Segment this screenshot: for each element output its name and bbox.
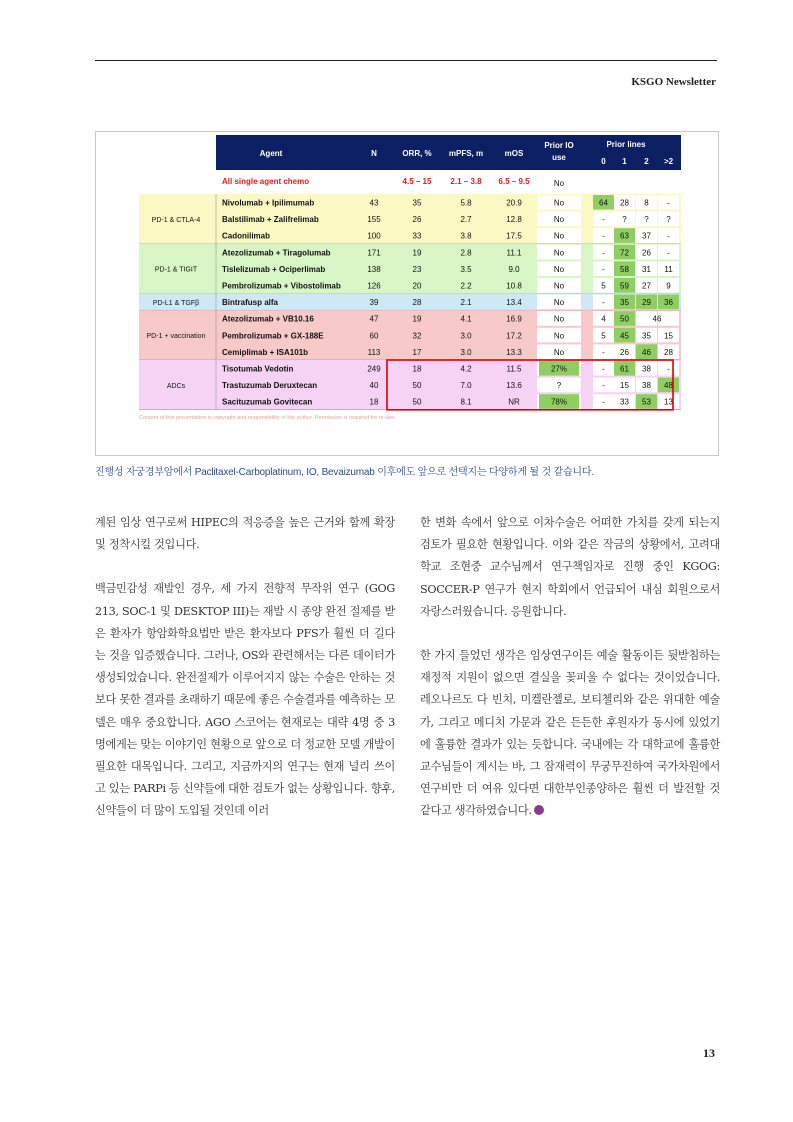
right-paragraph-1: 한 변화 속에서 앞으로 이차수술은 어떠한 가치를 갖게 되는지 검토가 필요한 현황입니다. 이와 같은 작금의 상황에서, 고려대학교 조현중 교수님께서 연구책임자로 진행 중인 KGOG: SOCCER-P 연구가 현지 학회에서 언급되어 내심 회원으로서 자랑스러웠습니다. 응원합니다.: [420, 516, 720, 618]
row-line-0: 5: [601, 281, 606, 291]
row-mos: 17.2: [506, 331, 522, 341]
row-mos: 10.8: [506, 281, 522, 291]
header-mos: mOS: [504, 149, 524, 158]
row-line-3: 15: [664, 331, 673, 341]
row-io: No: [553, 248, 565, 258]
row-n: 47: [369, 314, 379, 324]
row-line-1: 15: [620, 381, 629, 391]
row-mpfs: 3.8: [460, 231, 472, 241]
row-agent: Tislelizumab + Ociperlimab: [222, 264, 326, 274]
header-prior-io-2: use: [552, 153, 566, 162]
row-orr: 32: [412, 331, 422, 341]
row-line-3: -: [667, 248, 670, 258]
row-orr: 19: [412, 314, 422, 324]
row-line-1: 28: [620, 198, 629, 208]
row-agent: Bintrafusp alfa: [222, 298, 279, 308]
row-agent: Atezolizumab + VB10.16: [222, 314, 314, 324]
row-line-2: 38: [642, 381, 651, 391]
row-orr: 18: [412, 364, 422, 374]
row-mpfs: 3.0: [460, 331, 472, 341]
row-orr: 50: [412, 397, 422, 407]
copyright-note: Content of this presentation is copyright and responsibility of the author. Permission is required for re-use.: [139, 414, 396, 421]
right-paragraph-2: [420, 645, 720, 823]
right-paragraph-2-text: 한 가지 들었던 생각은 임상연구이든 예술 활동이든 뒷받침하는 재정적 지원이 없으면 결실을 꽃피울 수 없다는 것이었습니다. 레오나르도 다 빈치, 미켈란젤로, 보티첼리와 같은 위대한 예술가, 그리고 메디치 가문과 같은 든든한 후원자가 동시에 있었기에 훌륭한 결과가 있는 듯합니다. 국내에는 각 대학교에 훌륭한 교수님들이 계시는 바, 그 잠재력이 무궁무진하여 국가차원에서 연구비만 더 여유 있다면 대한부인종양하은 훨씬 더 발전할 것 같다고 생각하였습니다.: [420, 649, 720, 818]
row-orr: 20: [412, 281, 422, 291]
row-io: No: [553, 264, 565, 274]
row-line-2: 53: [642, 397, 651, 407]
header-line-0: 0: [601, 157, 606, 166]
chemo-io: No: [553, 179, 565, 188]
row-mos: 11.5: [506, 364, 522, 374]
row-line-2: 38: [642, 364, 651, 374]
row-line-3: 36: [664, 298, 673, 308]
row-n: 40: [369, 381, 379, 391]
row-line-3: ?: [666, 215, 671, 225]
row-line-3: -: [667, 198, 670, 208]
row-line-0: 64: [599, 198, 608, 208]
row-io: No: [553, 231, 565, 241]
row-line-1: 26: [620, 347, 629, 357]
row-agent: Balstilimab + Zalifrelimab: [222, 215, 319, 225]
row-io: 27%: [550, 364, 568, 374]
row-n: 138: [367, 264, 381, 274]
row-agent: Cadonilimab: [222, 231, 271, 241]
row-mpfs: 3.0: [460, 347, 472, 357]
row-n: 249: [367, 364, 381, 374]
row-orr: 33: [412, 231, 422, 241]
row-orr: 17: [412, 347, 422, 357]
row-orr: 35: [412, 198, 422, 208]
row-n: 39: [369, 298, 379, 308]
group-label-0: PD-1 & CTLA-4: [151, 216, 201, 224]
row-orr: 50: [412, 381, 422, 391]
row-line-1: 45: [620, 331, 629, 341]
row-n: 171: [367, 248, 381, 258]
row-mos: 11.1: [506, 248, 522, 258]
header-prior-lines: Prior lines: [606, 140, 646, 149]
row-mpfs: 5.8: [460, 198, 472, 208]
row-line-0: 5: [601, 331, 606, 341]
row-line-0: -: [602, 397, 605, 407]
row-line-0: -: [602, 231, 605, 241]
row-mpfs: 4.1: [460, 314, 472, 324]
row-orr: 28: [412, 298, 422, 308]
row-line-0: 4: [601, 314, 606, 324]
row-n: 155: [367, 215, 381, 225]
row-mos: NR: [508, 397, 520, 407]
row-io: ?: [556, 381, 562, 391]
row-line-2: 29: [642, 298, 651, 308]
row-agent: Tisotumab Vedotin: [222, 364, 294, 374]
row-agent: Pembrolizumab + GX-188E: [222, 331, 324, 341]
left-paragraph-2: 백금민감성 재발인 경우, 세 가지 전향적 무작위 연구 (GOG 213, SOC-1 및 DESKTOP III)는 재발 시 종양 완전 절제를 받은 환자가 항암화학요법만 받은 환자보다 PFS가 훨씬 더 길다는 것을 입증했습니다. 그러나, OS와 관련해서는 다른 데이터가 생성되었습니다. 완전절제가 이루어지지 않는 수술은 안하는 것보다 못한 결과를 초래하기 때문에 좋은 수술결과를 예측하는 모델은 매우 중요합니다. AGO 스코어는 현재로는 대략 4명 중 3명에게는 맞는 이야기인 현황으로 앞으로 더 정교한 모델 개발이 필요한 대목입니다. 그리고, 지금까지의 연구는 현재 널리 쓰이고 있는 PARPi 등 신약들에 대한 검토가 없는 상황입니다. 향후, 신약들이 더 많이 도입될 것인데 이러: [95, 582, 395, 818]
row-line-0: -: [602, 381, 605, 391]
row-orr: 19: [412, 248, 422, 258]
row-n: 113: [367, 347, 381, 357]
header-line-2: 2: [644, 157, 649, 166]
row-agent: Pembrolizumab + Vibostolimab: [222, 281, 341, 291]
row-line-1: 63: [620, 231, 629, 241]
row-orr: 26: [412, 215, 422, 225]
row-io: No: [553, 331, 565, 341]
row-n: 100: [367, 231, 381, 241]
row-mpfs: 2.1: [460, 298, 472, 308]
row-line-3: 9: [666, 281, 671, 291]
header-prior-io-1: Prior IO: [544, 141, 574, 150]
row-line-0: -: [602, 248, 605, 258]
header-n: N: [371, 149, 377, 158]
header-line-3: >2: [663, 157, 674, 166]
row-line-3: -: [667, 231, 670, 241]
row-mos: 9.0: [508, 264, 520, 274]
row-mpfs: 8.1: [460, 397, 472, 407]
row-line-2: 8: [644, 198, 649, 208]
row-agent: Sacituzumab Govitecan: [222, 397, 313, 407]
row-n: 43: [369, 198, 379, 208]
row-mpfs: 7.0: [460, 381, 472, 391]
row-agent: Trastuzumab Deruxtecan: [222, 381, 318, 391]
row-line-3: 11: [664, 264, 673, 274]
row-line-0: -: [602, 264, 605, 274]
figure-table-image: [95, 131, 719, 456]
header-rule: [95, 60, 717, 61]
row-mos: 20.9: [506, 198, 522, 208]
right-column: [420, 512, 720, 845]
row-line-3: 13: [664, 397, 673, 407]
row-mos: 13.4: [506, 298, 522, 308]
row-io: 78%: [550, 397, 568, 407]
row-line-2: 46: [652, 314, 662, 324]
row-line-2: 27: [642, 281, 651, 291]
header-orr: ORR, %: [402, 149, 432, 158]
row-io: No: [553, 298, 565, 308]
left-paragraph-1: 계된 임상 연구로써 HIPEC의 적응증을 높은 근거와 함께 확장 및 정착시킬 것입니다.: [95, 516, 395, 552]
row-line-0: -: [602, 298, 605, 308]
row-mos: 13.6: [506, 381, 522, 391]
row-io: No: [553, 215, 565, 225]
row-line-2: ?: [644, 215, 649, 225]
row-line-1: 58: [620, 264, 629, 274]
chemo-mpfs: 2.1 – 3.8: [450, 177, 482, 186]
row-mos: 12.8: [506, 215, 522, 225]
row-agent: Nivolumab + Ipilimumab: [222, 198, 315, 208]
group-label-1: PD-1 & TIGIT: [154, 266, 198, 274]
row-n: 18: [369, 397, 379, 407]
row-io: No: [553, 347, 565, 357]
row-line-1: 35: [620, 298, 629, 308]
row-line-1: 59: [620, 281, 629, 291]
row-io: No: [553, 314, 565, 324]
row-line-2: 31: [642, 264, 651, 274]
chemo-orr: 4.5 – 15: [402, 177, 432, 186]
agents-comparison-table: [96, 132, 718, 455]
row-io: No: [553, 198, 565, 208]
chemo-mos: 6.5 – 9.5: [498, 177, 530, 186]
header-mpfs: mPFS, m: [448, 149, 484, 158]
row-line-0: -: [602, 215, 605, 225]
chemo-label: All single agent chemo: [222, 177, 310, 186]
row-line-1: 72: [620, 248, 629, 258]
row-n: 126: [367, 281, 381, 291]
header-agent: Agent: [259, 149, 283, 158]
row-agent: Atezolizumab + Tiragolumab: [222, 248, 331, 258]
row-mpfs: 3.5: [460, 264, 472, 274]
row-line-0: -: [602, 347, 605, 357]
row-line-3: 28: [664, 347, 673, 357]
row-mos: 16.9: [506, 314, 522, 324]
row-orr: 23: [412, 264, 422, 274]
group-label-4: ADCs: [166, 382, 186, 390]
row-line-1: 61: [620, 364, 629, 374]
row-mpfs: 2.7: [460, 215, 472, 225]
row-line-2: 35: [642, 331, 651, 341]
row-line-3: 48: [664, 381, 673, 391]
row-line-1: 50: [620, 314, 629, 324]
row-mpfs: 4.2: [460, 364, 472, 374]
figure-caption: 진행성 자궁경부암에서 Paclitaxel-Carboplatinum, IO, Bevaizumab 이후에도 앞으로 선택지는 다양하게 될 것 같습니다.: [95, 467, 594, 478]
newsletter-title: KSGO Newsletter: [631, 76, 716, 88]
row-line-1: 33: [620, 397, 629, 407]
page-number: 13: [703, 1046, 715, 1060]
row-line-3: -: [667, 364, 670, 374]
row-mpfs: 2.2: [460, 281, 472, 291]
row-line-2: 26: [642, 248, 651, 258]
row-agent: Cemiplimab + ISA101b: [222, 347, 309, 357]
header-line-1: 1: [622, 157, 627, 166]
row-line-1: ?: [622, 215, 627, 225]
row-mpfs: 2.8: [460, 248, 472, 258]
end-mark-icon: [534, 805, 544, 815]
row-line-2: 37: [642, 231, 651, 241]
group-label-3: PD-1 + vaccination: [146, 333, 206, 341]
left-column: [95, 512, 395, 845]
row-mos: 17.5: [506, 231, 522, 241]
row-line-2: 46: [642, 347, 651, 357]
row-io: No: [553, 281, 565, 291]
row-mos: 13.3: [506, 347, 522, 357]
row-n: 60: [369, 331, 379, 341]
group-label-2: PD-L1 & TGFβ: [152, 299, 200, 307]
row-line-0: -: [602, 364, 605, 374]
